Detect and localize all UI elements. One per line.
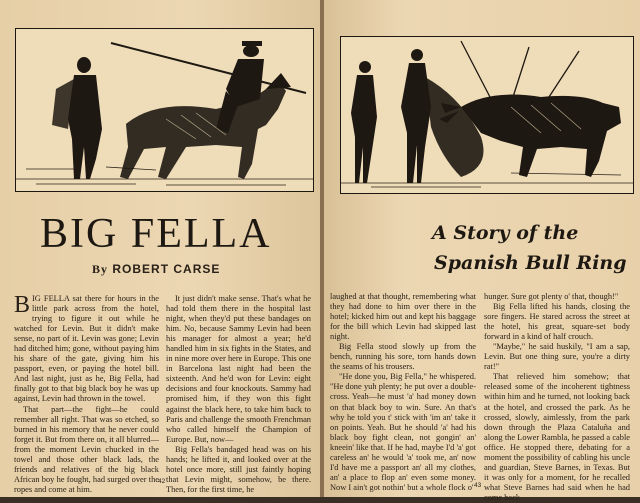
story-title: BIG FELLA xyxy=(40,211,272,257)
page-number-right: 43 xyxy=(474,482,482,489)
drop-cap: B xyxy=(14,292,31,318)
right-page xyxy=(324,0,640,502)
byline-prefix: By xyxy=(92,262,109,276)
paragraph: hunger. Sure got plenty o' that, though!" xyxy=(484,292,619,301)
paragraph: Big Fella's bandaged head was on his hands; he lifted it, and looked over at the hotel once more, still just faintly hoping that Levin might, somehow, be there. Then, for the first time, he xyxy=(166,444,311,494)
paragraph: That relieved him somehow; that released some of the incoherent tightness within him and he turned, not looking back at the hotel, and crossed the park. As he crossed, slowly, aimlessly, from the park down through the Plaza Cataluña and along the Lower Rambla, he passed a cable office. He stopped there, debating for a moment the possibility of cabling his uncle and guardian, Steve Barnes, in Texas. But it was only for a moment, for he recalled what Steve Barnes had said when he had come back xyxy=(484,372,630,502)
paragraph: Big Fella lifted his hands, closing the sore fingers. He stared across the street at the hotel, his great, square-set body forward in a kind of half crouch. xyxy=(484,302,630,342)
paragraph: "Maybe," he said huskily, "I am a sap, Levin. But one thing sure, you're a dirty rat!" xyxy=(484,342,630,372)
paragraph: It just didn't make sense. That's what he had told them there in the hospital last night, when they'd put these bandages on him. No, because Sammy Levin had been his manager for almost a year; he'd handled him in six fights in the States, and in nine more over here in Europe. This one in Barcelona last night had been the sixteenth. And he'd won for Levin: eight decisions and four knockouts. Sammy had promised him, if they won this fight against the black here, to take him back to Paris and challenge the smooth Frenchman who called himself the Champion of Europe. But, now— xyxy=(166,294,311,444)
bullfight-drawing xyxy=(341,37,633,193)
byline xyxy=(92,262,272,277)
author-name: ROBERT CARSE xyxy=(112,262,221,276)
right-column-2 xyxy=(484,292,630,503)
paragraph: That part—the fight—he could remember all right. That was so etched, so burned in his memory that he never could forget it. But from there on, it all blurred—from the moment Levin chucked in the towel and those other black lads, the friends and relatives of the big black African boy he fought, had surged over the ropes and come at him. xyxy=(14,404,159,494)
paragraph: Big Fella stood slowly up from the bench, running his sore, torn hands down the seams of his trousers. xyxy=(330,342,476,372)
left-column-1 xyxy=(14,294,159,495)
right-column-1 xyxy=(330,292,476,493)
picador-illustration xyxy=(15,28,314,192)
bullfight-illustration xyxy=(340,36,634,194)
story-subtitle-line-1: A Story of the xyxy=(432,222,579,244)
left-column-2 xyxy=(166,294,311,495)
picador-drawing xyxy=(16,29,313,191)
left-page xyxy=(0,0,322,497)
paragraph xyxy=(14,294,159,405)
paragraph: laughed at that thought, remembering what they had done to him over there in the hotel; kicked him out and kept his baggage for the bill which Levin had skipped last night. xyxy=(330,292,476,342)
paragraph-text: IG FELLA sat there for hours in the little park across from the hotel, trying to figure it out while he watched for Levin. But it didn't make sense, no part of it. Levin was gone; Levin had ditched him; gone, without paying him his share of the gate, giving him his passport, even, or paying the hotel bill. And last night, just as he, Big Fella, had finally got to that big black boy he was up against, Levin had thrown in the towel. xyxy=(14,294,159,404)
paragraph: "He done you, Big Fella," he whispered. "He done yuh plenty; he put over a double-cross. Yeah—he must 'a' had money down on that black boy to win. Sure. An that's why he told you t' stick with 'im an' take it on points. Yeah. But he should 'a' had his black boy fight clean, not gongin' an' kneein' like that. If he had, maybe I'd 'a' got careless an' he would 'a' took me, an' now I'd have me a passport an' all my clothes, an' a place to flop an' even some money. Now I ain't got nothin' but a whole flock o' xyxy=(330,372,476,492)
story-subtitle-line-2: Spanish Bull Ring xyxy=(434,252,627,274)
page-number-left: 42 xyxy=(158,478,166,485)
